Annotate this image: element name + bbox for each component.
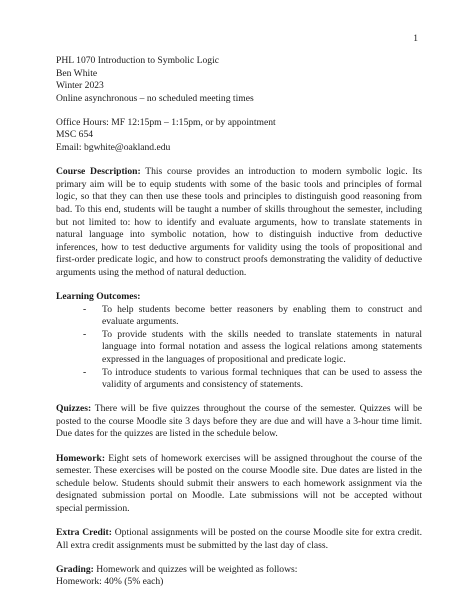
grading-heading: Grading: bbox=[56, 563, 94, 575]
syllabus-body bbox=[56, 55, 422, 589]
extra-credit-heading: Extra Credit: bbox=[56, 527, 112, 538]
learning-outcomes-heading: Learning Outcomes: bbox=[56, 291, 141, 302]
grading-intro bbox=[56, 564, 422, 577]
homework-heading: Homework: bbox=[56, 452, 106, 464]
learning-outcomes bbox=[56, 291, 422, 392]
office-hours: Office Hours: MF 12:15pm – 1:15pm, or by appointment bbox=[56, 116, 276, 128]
outcome-text: To provide students with the skills needed to translate statements in natural language into formal notation and assess the logical relations among statements expressed in the languages of propositional and predicate logic. bbox=[102, 328, 422, 365]
office-location: MSC 654 bbox=[56, 129, 94, 141]
quizzes-section bbox=[56, 403, 422, 441]
homework-text: Eight sets of homework exercises will be assigned throughout the course of the semester. These exercises will be posted on the course Moodle site. Due dates are listed in the schedule below. Students should submit their answers to each homework assignment via the designated submission portal on Moodle. Late submissions will not be accepted without special permission. bbox=[56, 452, 422, 514]
contact-info bbox=[56, 117, 422, 155]
list-item bbox=[56, 367, 422, 392]
bullet-dash: - bbox=[83, 328, 87, 340]
course-description-heading: Course Description: bbox=[56, 166, 141, 178]
course-description bbox=[56, 166, 422, 279]
course-description-text: This course provides an introduction to modern symbolic logic. Its primary aim will be to equip students with some of the basic tools and principles of formal logic, so that they can then use these tools and principles to distinguish good reasoning from bad. To this end, students will be taught a number of skills throughout the semester, including but not limited to: how to identify and evaluate arguments, how to translate statements in natural language into symbolic notation, how to distinguish inductive from deductive inferences, how to test deductive arguments for validity using the tools of propositional and first-order predicate logic, and how to construct proofs demonstrating the validity of deductive arguments using the method of natural deduction. bbox=[56, 166, 422, 278]
list-item bbox=[56, 304, 422, 329]
page-number: 1 bbox=[413, 34, 418, 44]
grading-text: Homework and quizzes will be weighted as follows: bbox=[93, 563, 298, 575]
homework-section bbox=[56, 453, 422, 516]
course-title: PHL 1070 Introduction to Symbolic Logic bbox=[56, 55, 219, 66]
learning-outcomes-list bbox=[56, 304, 422, 392]
extra-credit-text: Optional assignments will be posted on the course Moodle site for extra credit. All extra credit assignments must be submitted by the last day of class. bbox=[56, 527, 422, 551]
course-format: Online asynchronous – no scheduled meeting times bbox=[56, 92, 254, 104]
extra-credit-section bbox=[56, 527, 422, 552]
bullet-dash: - bbox=[83, 366, 87, 378]
outcome-text: To introduce students to various formal techniques that can be used to assess the validity of arguments and consistency of statements. bbox=[102, 366, 422, 391]
quizzes-text: There will be five quizzes throughout the course of the semester. Quizzes will be posted to the course Moodle site 3 days before they are due and will have a 3-hour time limit. Due dates for the quizzes are listed in the schedule below. bbox=[56, 403, 422, 440]
course-header bbox=[56, 55, 422, 105]
bullet-dash: - bbox=[83, 303, 87, 315]
grading-section bbox=[56, 564, 422, 589]
instructor-name: Ben White bbox=[56, 67, 98, 79]
outcome-text: To help students become better reasoners by enabling them to construct and evaluate arguments. bbox=[102, 303, 422, 328]
quizzes-heading: Quizzes: bbox=[56, 403, 92, 415]
homework-weight: Homework: 40% (5% each) bbox=[56, 576, 164, 588]
list-item bbox=[56, 329, 422, 367]
term: Winter 2023 bbox=[56, 80, 104, 92]
email: Email: bgwhite@oakland.edu bbox=[56, 142, 171, 154]
